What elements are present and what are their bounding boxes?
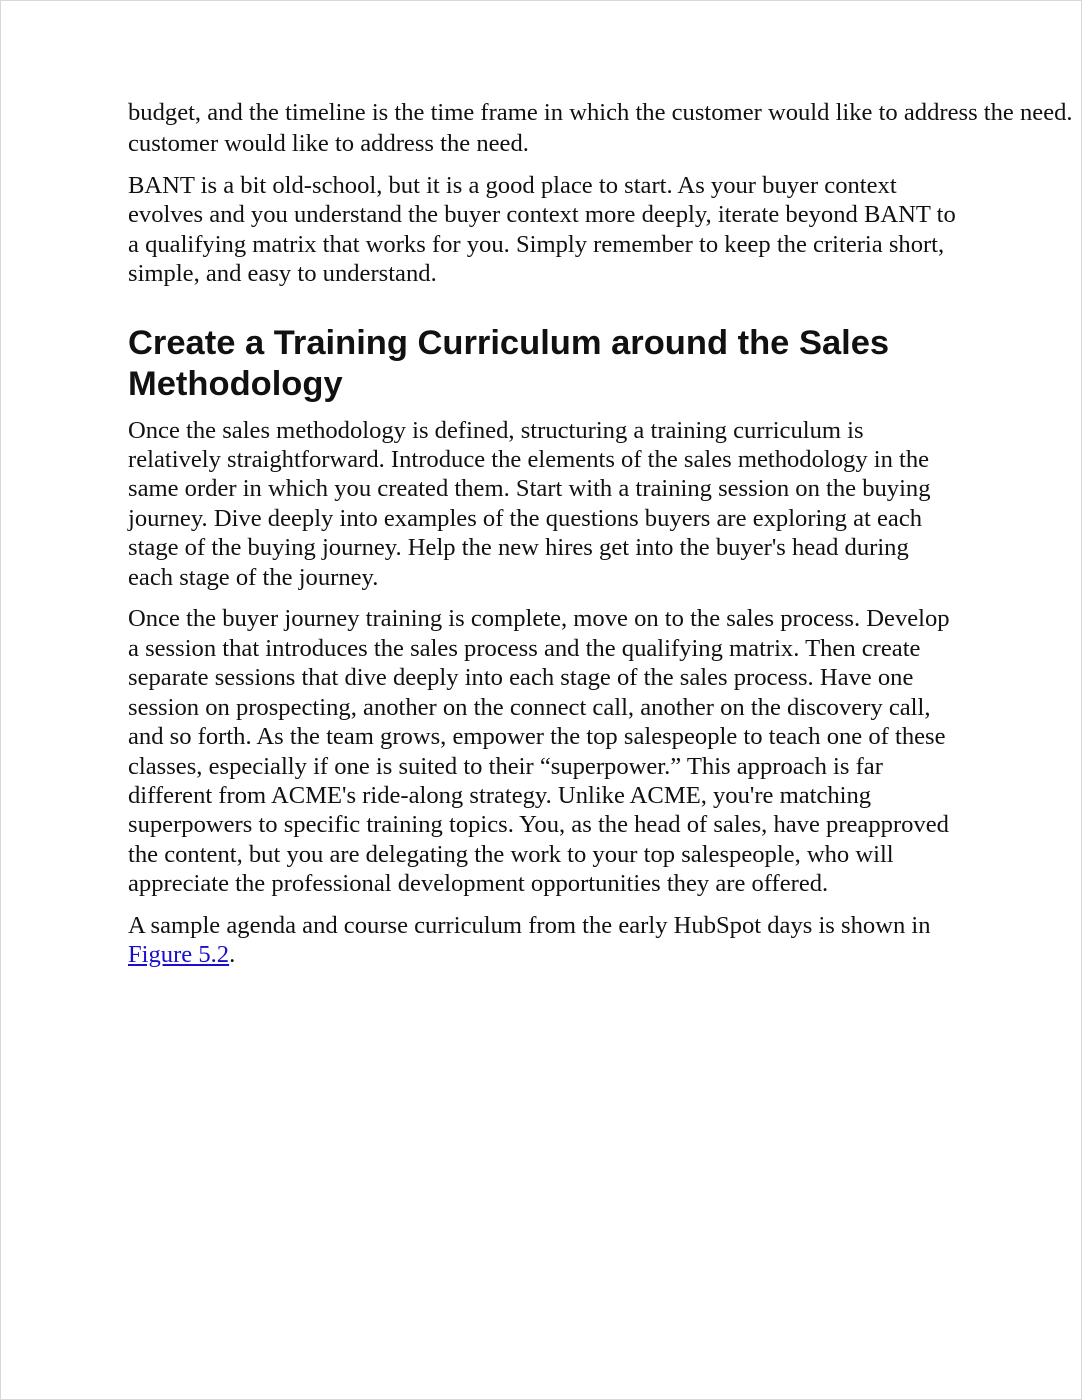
paragraph-curriculum: Once the sales methodology is defined, structuring a training curriculum is relatively straightforward. Introduce the elements of the sales methodology in the same order in which you created them. Start with a training session on the buying journey. Dive deeply into examples of the questions buyers are exploring at each stage of the buying journey. Help the new hires get into the buyer's head during each stage of the journey.: [128, 416, 931, 591]
paragraph-bant: BANT is a bit old-school, but it is a good place to start. As your buyer context evolves and you understand the buyer context more deeply, iterate beyond BANT to a qualifying matrix that works for you. Simply remember to keep the criteria short, simple, and easy to understand.: [128, 171, 956, 288]
section-heading: Create a Training Curriculum around the Sales Methodology: [128, 323, 890, 403]
document-body: [128, 99, 1073, 982]
paragraph-sample-agenda-end: .: [229, 941, 236, 969]
figure-link[interactable]: Figure 5.2: [128, 941, 230, 969]
paragraph-sample-agenda-text: A sample agenda and course curriculum from the early HubSpot days is shown in: [128, 912, 931, 940]
paragraph-continuation: customer would like to address the need.: [128, 130, 529, 157]
clipped-text-line: [128, 99, 1073, 127]
paragraph-sales-process: Once the buyer journey training is complete, move on to the sales process. Develop a session that introduces the sales process and the qualifying matrix. Then create separate sessions that dive deeply into each stage of the sales process. Have one session on prospecting, another on the connect call, another on the discovery call, and so forth. As the team grows, empower the top salespeople to teach one of these classes, especially if one is suited to their “superpower.” This approach is far different from ACME's ride-along strategy. Unlike ACME, you're matching superpowers to specific training topics. You, as the head of sales, have preapproved the content, but you are delegating the work to your top salespeople, who will appreciate the professional development opportunities they are offered.: [128, 605, 950, 898]
clipped-text: budget, and the timeline is the time frame in which the customer would like to address the need.: [128, 99, 1073, 126]
paragraph-sample-agenda: [128, 911, 958, 970]
